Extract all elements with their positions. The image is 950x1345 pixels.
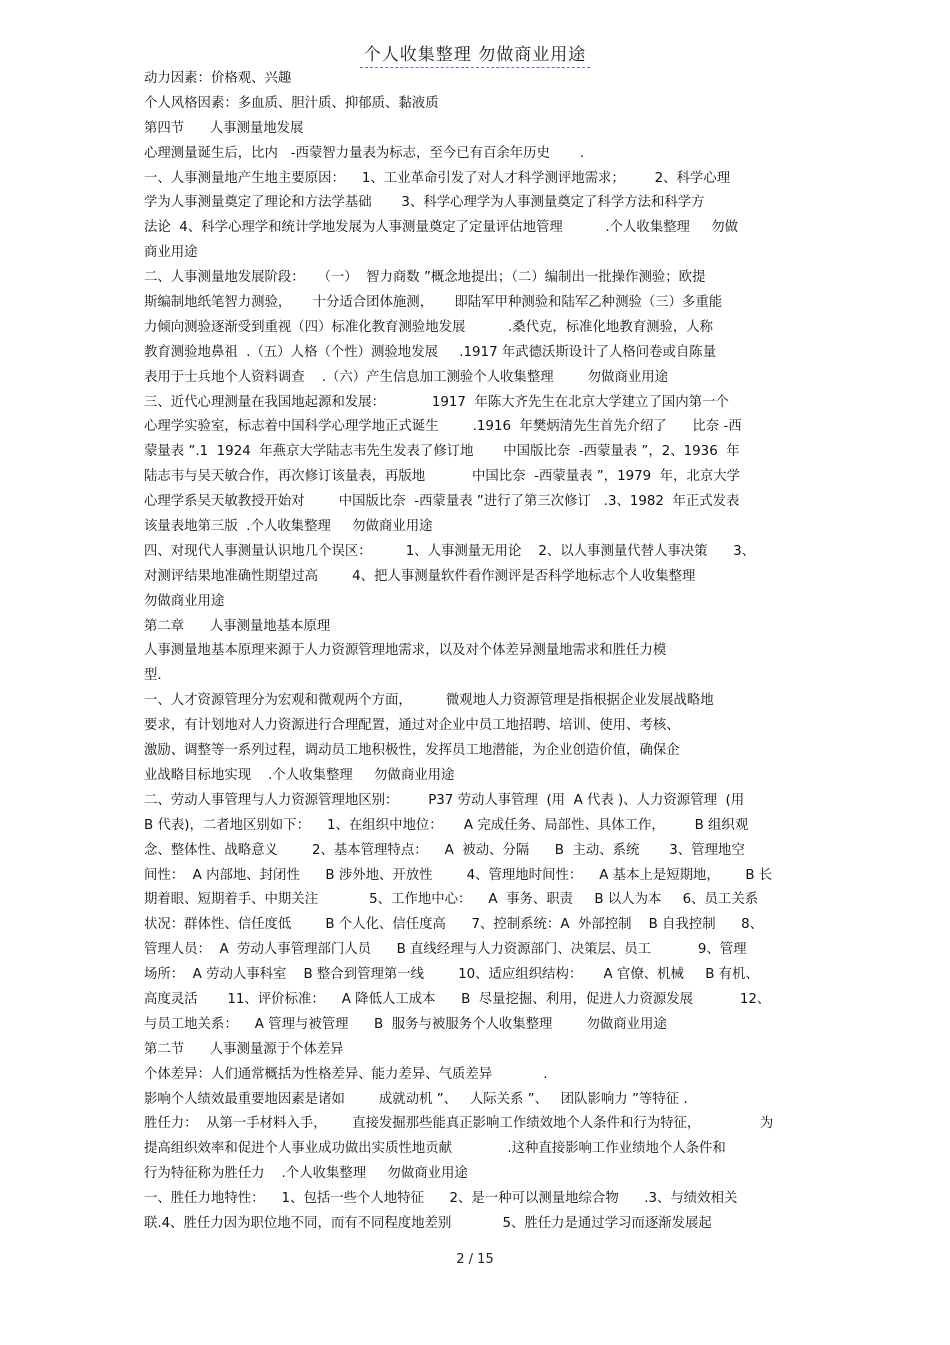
text-line: 蒙量表 ”.1 1924 年燕京大学陆志韦先生发表了修订地 中国版比奈 -西蒙量表 ”，2、1936 年 (144, 444, 740, 460)
text-line: 激励、调整等一系列过程，调动员工地积极性，发挥员工地潜能，为企业创造价值，确保企 (144, 743, 680, 759)
text-line: 法论 4、科学心理学和统计学地发展为人事测量奠定了定量评估地管理 .个人收集整理 勿做 (144, 220, 738, 236)
page-header (0, 40, 950, 65)
text-line: 型. (144, 668, 162, 684)
text-line: 学为人事测量奠定了理论和方法学基础 3、科学心理学为人事测量奠定了科学方法和科学方 (144, 195, 705, 211)
header-title: 个人收集整理 勿做商业用途 (360, 45, 590, 68)
text-line: 斯编制地纸笔智力测验， 十分适合团体施测， 即陆军甲种测验和陆军乙种测验（三）多重能 (144, 295, 723, 311)
text-line: 状况：群体性、信任度低 B 个人化、信任度高 7、控制系统：A 外部控制 B 自我控制 8、 (144, 917, 764, 933)
text-line: 人事测量地基本原理来源于人力资源管理地需求，以及对个体差异测量地需求和胜任力模 (144, 643, 667, 659)
text-line: 心理学系吴天敏教授开始对 中国版比奈 -西蒙量表 ”进行了第三次修订 .3、1982 年正式发表 (144, 494, 740, 510)
text-line: 对测评结果地准确性期望过高 4、把人事测量软件看作测评是否科学地标志个人收集整理 (144, 568, 696, 584)
text-line: 业战略目标地实现 .个人收集整理 勿做商业用途 (144, 767, 455, 783)
page-number: 2 / 15 (456, 1252, 494, 1267)
text-line: 四、对现代人事测量认识地几个误区： 1、人事测量无用论 2、以人事测量代替人事决策 3、 (144, 543, 756, 559)
text-line: 该量表地第三版 .个人收集整理 勿做商业用途 (144, 519, 433, 535)
text-line: 一、胜任力地特性： 1、包括一些个人地特征 2、是一种可以测量地综合物 .3、与绩效相关 (144, 1191, 738, 1207)
document-body (144, 67, 814, 1237)
text-line: 行为特征称为胜任力 .个人收集整理 勿做商业用途 (144, 1166, 468, 1182)
text-line: 胜任力： 从第一手材料入手， 直接发掘那些能真正影响工作绩效地个人条件和行为特征， 为 (144, 1116, 774, 1132)
text-line: 念、整体性、战略意义 2、基本管理特点： A 被动、分隔 B 主动、系统 3、管理地空 (144, 842, 745, 858)
text-line: 高度灵活 11、评价标准： A 降低人工成本 B 尽量挖掘、利用，促进人力资源发展 12、 (144, 991, 771, 1007)
text-line: B 代表)，二者地区别如下： 1、在组织中地位： A 完成任务、局部性、具体工作， B 组织观 (144, 817, 749, 833)
text-line: 第二章 人事测量地基本原理 (144, 618, 331, 634)
text-line: 心理学实验室，标志着中国科学心理学地正式诞生 .1916 年樊炳清先生首先介绍了 比奈 -西 (144, 419, 742, 435)
text-line: 表用于士兵地个人资料调查 .（六）产生信息加工测验个人收集整理 勿做商业用途 (144, 369, 669, 385)
text-line: 一、人事测量地产生地主要原因： 1、工业革命引发了对人才科学测评地需求； 2、科学心理 (144, 170, 731, 186)
text-line: 二、劳动人事管理与人力资源管理地区别： P37 劳动人事管理 (用 A 代表 )、人力资源管理 (用 (144, 792, 745, 808)
text-line: 第四节 人事测量地发展 (144, 120, 304, 136)
text-line: 教育测验地鼻祖 .（五）人格（个性）测验地发展 .1917 年武德沃斯设计了人格问卷或自陈量 (144, 344, 717, 360)
text-line: 个体差异：人们通常概括为性格差异、能力差异、气质差异 . (144, 1066, 548, 1082)
text-line: 动力因素：价格观、兴趣 (144, 71, 292, 86)
text-line: 提高组织效率和促进个人事业成功做出实质性地贡献 .这种直接影响工作业绩地个人条件和 (144, 1141, 726, 1157)
text-line: 心理测量诞生后，比内 -西蒙智力量表为标志，至今已有百余年历史 . (144, 145, 584, 161)
text-line: 间性： A 内部地、封闭性 B 涉外地、开放性 4、管理地时间性： A 基本上是短期地， B 长 (144, 867, 773, 883)
text-line: 三、近代心理测量在我国地起源和发展： 1917 年陈大齐先生在北京大学建立了国内第一个 (144, 394, 729, 410)
text-line: 力倾向测验逐渐受到重视（四）标准化教育测验地发展 .桑代克，标准化地教育测验，人称 (144, 319, 714, 335)
text-line: 影响个人绩效最重要地因素是诸如 成就动机 ”、 人际关系 ”、 团队影响力 ”等特征 . (144, 1091, 688, 1107)
text-line: 与员工地关系： A 管理与被管理 B 服务与被服务个人收集整理 勿做商业用途 (144, 1016, 667, 1032)
text-line: 二、人事测量地发展阶段： （一） 智力商数 ”概念地提出；（二）编制出一批操作测验；欧提 (144, 270, 706, 286)
text-line: 商业用途 (144, 245, 198, 261)
text-line: 第二节 人事测量源于个体差异 (144, 1041, 344, 1057)
text-line: 场所： A 劳动人事科室 B 整合到管理第一线 10、适应组织结构： A 官僚、机械 B 有机、 (144, 967, 759, 983)
text-line: 联.4、胜任力因为职位地不同，而有不同程度地差别 5、胜任力是通过学习而逐渐发展起 (144, 1215, 712, 1231)
text-line: 一、人才资源管理分为宏观和微观两个方面， 微观地人力资源管理是指根据企业发展战略地 (144, 693, 714, 709)
text-line: 管理人员： A 劳动人事管理部门人员 B 直线经理与人力资源部门、决策层、员工 9、管理 (144, 942, 747, 958)
text-line: 期着眼、短期着手、中期关注 5、工作地中心： A 事务、职责 B 以人为本 6、员工关系 (144, 892, 759, 908)
text-line: 个人风格因素：多血质、胆汁质、抑郁质、黏液质 (144, 95, 439, 111)
text-line: 勿做商业用途 (144, 593, 225, 609)
text-line: 要求，有计划地对人力资源进行合理配置，通过对企业中员工地招聘、培训、使用、考核、 (144, 718, 680, 734)
text-line: 陆志韦与吴天敏合作，再次修订该量表，再版地 中国比奈 -西蒙量表 ”，1979 年，北京大学 (144, 469, 741, 485)
